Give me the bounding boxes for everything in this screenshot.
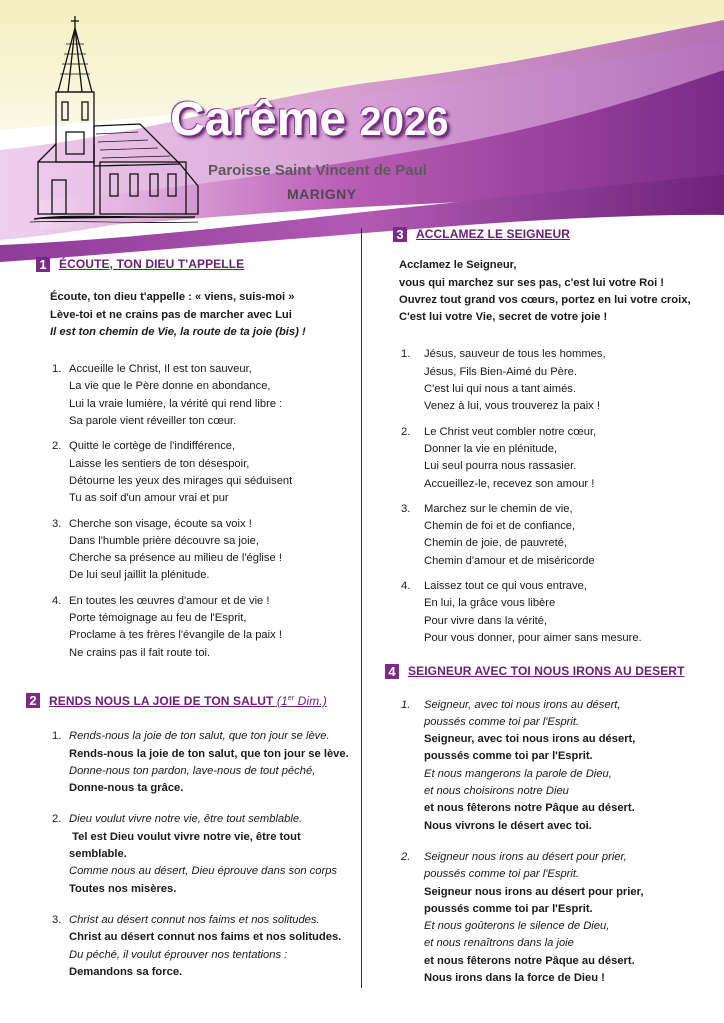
verse-number: 1. bbox=[52, 363, 62, 376]
verse bbox=[36, 811, 354, 897]
section-title: ÉCOUTE, TON DIEU T'APPELLE bbox=[59, 257, 245, 271]
verse-line: Jésus, Fils Bien-Aimé du Père. bbox=[424, 365, 577, 378]
verse-line: Cherche son visage, écoute sa voix ! bbox=[69, 517, 252, 530]
refrain-line: Acclamez le Seigneur, bbox=[399, 259, 517, 272]
section-title-text: RENDS NOUS LA JOIE DE TON SALUT bbox=[49, 693, 274, 708]
verse-line: Rends-nous la joie de ton salut, que ton jour se lève. bbox=[69, 747, 349, 760]
verse-line: Pour vous donner, pour aimer sans mesure. bbox=[424, 631, 642, 644]
verse-number: 3. bbox=[52, 913, 62, 926]
section-note bbox=[277, 694, 327, 708]
note-sup: er bbox=[287, 694, 295, 702]
verse-line: Et nous mangerons la parole de Dieu, bbox=[424, 767, 612, 780]
verse-line: poussés comme toi par l'Esprit. bbox=[424, 902, 593, 915]
verse-list bbox=[383, 346, 703, 647]
verse-number: 1. bbox=[52, 730, 62, 743]
verse-line: poussés comme toi par l'Esprit. bbox=[424, 715, 580, 728]
verse-line: Tu as soif d'un amour vrai et pur bbox=[69, 492, 229, 505]
verse bbox=[383, 697, 703, 835]
verse-line: et nous choisirons notre Dieu bbox=[424, 785, 569, 798]
verse-number: 2. bbox=[401, 850, 411, 863]
verse-line: Christ au désert connut nos faims et nos solitudes. bbox=[69, 913, 320, 926]
verse-line: et nous fêterons notre Pâque au désert. bbox=[424, 802, 635, 815]
refrain-line: Écoute, ton dieu t'appelle : « viens, suis-moi » bbox=[50, 291, 295, 304]
verse-line: Nous irons dans la force de Dieu ! bbox=[424, 971, 605, 984]
verse bbox=[36, 361, 354, 430]
verse-line: Proclame à tes frères l'évangile de la paix ! bbox=[69, 629, 282, 642]
verse-number: 2. bbox=[52, 440, 62, 453]
title-year: 2026 bbox=[359, 100, 449, 144]
verse-line: Nous vivrons le désert avec toi. bbox=[424, 819, 592, 832]
verse bbox=[383, 424, 703, 493]
verse-line: La vie que le Père donne en abondance, bbox=[69, 380, 271, 393]
section-number: 2 bbox=[26, 693, 40, 708]
verse-line: Seigneur nous irons au désert pour prier, bbox=[424, 885, 644, 898]
refrain-line: Lève-toi et ne crains pas de marcher avec Lui bbox=[50, 308, 292, 321]
verse-line: Le Christ veut combler notre cœur, bbox=[424, 425, 597, 438]
verse-number: 3. bbox=[401, 502, 411, 515]
verse-line: Venez à lui, vous trouverez la paix ! bbox=[424, 400, 600, 413]
verse-line: Donner la vie en plénitude, bbox=[424, 442, 558, 455]
verse-line: Dieu voulut vivre notre vie, être tout semblable. bbox=[69, 813, 303, 826]
verse bbox=[36, 912, 354, 981]
column-divider bbox=[361, 228, 362, 988]
section-number: 3 bbox=[393, 227, 407, 242]
verse-line: Comme nous au désert, Dieu éprouve dans son corps bbox=[69, 865, 338, 878]
note-close: Dim.) bbox=[294, 693, 327, 708]
verse bbox=[383, 578, 703, 647]
section-1-heading bbox=[36, 256, 354, 273]
section-3-heading bbox=[393, 226, 703, 243]
verse-line: Ne crains pas il fait route toi. bbox=[69, 646, 211, 659]
verse-line: Rends-nous la joie de ton salut, que ton jour se lève. bbox=[69, 730, 330, 743]
verse-line: poussés comme toi par l'Esprit. bbox=[424, 868, 580, 881]
verse-list bbox=[36, 361, 354, 662]
verse-line: Dans l'humble prière découvre sa joie, bbox=[69, 534, 259, 547]
verse-line: Demandons sa force. bbox=[69, 965, 183, 978]
section-title bbox=[49, 690, 327, 710]
verse-line: Lui seul pourra nous rassasier. bbox=[424, 460, 577, 473]
verse bbox=[36, 728, 354, 797]
verse-line: Donne-nous ta grâce. bbox=[69, 782, 184, 795]
verse-number: 1. bbox=[401, 698, 411, 711]
verse-number: 4. bbox=[401, 580, 411, 593]
verse-line: Lui la vraie lumière, la vérité qui rend libre : bbox=[69, 397, 283, 410]
verse-line: En lui, la grâce vous libère bbox=[424, 597, 556, 610]
verse-line: Marchez sur le chemin de vie, bbox=[424, 502, 573, 515]
verse-line: Laisse les sentiers de ton désespoir, bbox=[69, 457, 250, 470]
page-title bbox=[170, 92, 448, 147]
verse-line: Tel est Dieu voulut vivre notre vie, être tout semblable. bbox=[69, 830, 304, 861]
verse-line: Jésus, sauveur de tous les hommes, bbox=[424, 348, 606, 361]
section-4-heading bbox=[385, 663, 703, 680]
verse-line: Accueille le Christ, Il est ton sauveur, bbox=[69, 363, 252, 376]
section-number: 1 bbox=[36, 257, 50, 272]
verse-line: Toutes nos misères. bbox=[69, 882, 177, 895]
verse-line: Du péché, il voulut éprouver nos tentations : bbox=[69, 948, 288, 961]
section-number: 4 bbox=[385, 664, 399, 679]
refrain-line: Il est ton chemin de Vie, la route de ta joie (bis) ! bbox=[50, 325, 306, 338]
verse-line: En toutes les œuvres d'amour et de vie ! bbox=[69, 594, 270, 607]
verse-line: Chemin de foi et de confiance, bbox=[424, 520, 576, 533]
verse-number: 4. bbox=[52, 594, 62, 607]
verse-line: poussés comme toi par l'Esprit. bbox=[424, 750, 593, 763]
refrain-line: C'est lui votre Vie, secret de votre joie ! bbox=[399, 311, 608, 324]
verse-number: 2. bbox=[52, 813, 62, 826]
verse-line: De lui seul jaillit la plénitude. bbox=[69, 569, 210, 582]
parish-name: Paroisse Saint Vincent de Paul bbox=[208, 162, 427, 179]
verse bbox=[383, 849, 703, 987]
verse-line: Sa parole vient réveiller ton cœur. bbox=[69, 415, 237, 428]
section-2-heading bbox=[26, 690, 354, 710]
verse-line: Laissez tout ce qui vous entrave, bbox=[424, 580, 587, 593]
verse-line: Seigneur, avec toi nous irons au désert, bbox=[424, 698, 621, 711]
verse-line: Chemin de joie, de pauvreté, bbox=[424, 537, 568, 550]
verse-line: Chemin d'amour et de miséricorde bbox=[424, 554, 595, 567]
verse-line: Donne-nous ton pardon, lave-nous de tout péché, bbox=[69, 764, 316, 777]
section-title: ACCLAMEZ LE SEIGNEUR bbox=[416, 227, 571, 241]
verse bbox=[383, 501, 703, 570]
verse bbox=[36, 438, 354, 507]
verse-line: Quitte le cortège de l'indifférence, bbox=[69, 440, 236, 453]
verse-line: Détourne les yeux des mirages qui séduisent bbox=[69, 474, 293, 487]
header-banner bbox=[0, 0, 724, 262]
verse-line: Accueillez-le, recevez son amour ! bbox=[424, 477, 595, 490]
verse-line: Cherche sa présence au milieu de l'église ! bbox=[69, 552, 282, 565]
left-column bbox=[29, 256, 354, 989]
verse bbox=[383, 346, 703, 415]
title-word: Carême bbox=[170, 93, 347, 146]
verse-line: Christ au désert connut nos faims et nos solitudes. bbox=[69, 931, 342, 944]
verse-list bbox=[383, 697, 703, 988]
right-column bbox=[383, 226, 703, 995]
verse-line: et nous fêterons notre Pâque au désert. bbox=[424, 954, 635, 967]
verse-line: Seigneur, avec toi nous irons au désert, bbox=[424, 733, 636, 746]
verse-line: Seigneur nous irons au désert pour prier, bbox=[424, 850, 627, 863]
verse-line: Pour vivre dans la vérité, bbox=[424, 614, 548, 627]
refrain bbox=[50, 289, 354, 341]
refrain-line: vous qui marchez sur ses pas, c'est lui votre Roi ! bbox=[399, 276, 665, 289]
verse-line: C'est lui qui nous a tant aimés. bbox=[424, 383, 577, 396]
verse bbox=[36, 516, 354, 585]
refrain-line: Ouvrez tout grand vos cœurs, portez en lui votre croix, bbox=[399, 293, 691, 306]
verse-number: 2. bbox=[401, 425, 411, 438]
refrain bbox=[399, 257, 703, 326]
verse-number: 1. bbox=[401, 348, 411, 361]
section-title: SEIGNEUR AVEC TOI NOUS IRONS AU DESERT bbox=[408, 664, 685, 679]
verse-line: Porte témoignage au feu de l'Esprit, bbox=[69, 612, 247, 625]
verse bbox=[36, 593, 354, 662]
note-open: (1 bbox=[276, 693, 288, 708]
town-name: MARIGNY bbox=[287, 186, 357, 202]
verse-list bbox=[36, 728, 354, 981]
verse-line: et nous renaîtrons dans la joie bbox=[424, 937, 574, 950]
verse-line: Et nous goûterons le silence de Dieu, bbox=[424, 920, 610, 933]
verse-number: 3. bbox=[52, 517, 62, 530]
